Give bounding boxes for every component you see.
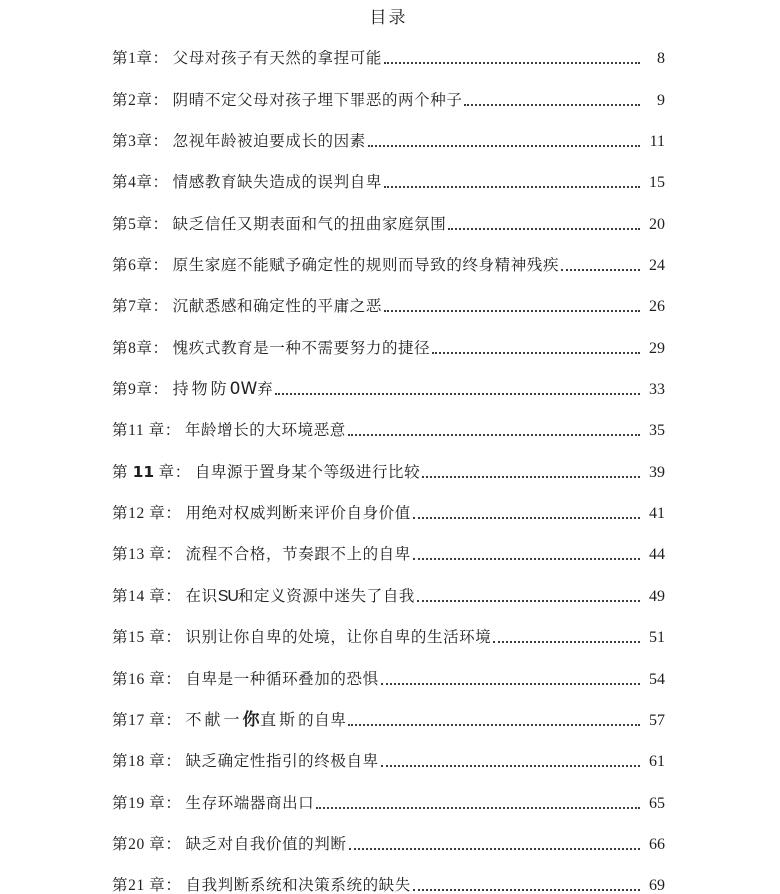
chapter-label (112, 794, 181, 813)
page-number: 54 (649, 670, 665, 688)
toc-entry[interactable] (112, 192, 665, 233)
chapter-label (112, 132, 169, 151)
chapter-label (112, 752, 181, 771)
page-number: 39 (649, 463, 665, 481)
toc-entry[interactable] (112, 440, 665, 481)
chapter-title (195, 463, 420, 482)
toc-entry[interactable] (112, 564, 665, 605)
text-segment: 沉献悉感和确定性的平庸之恶 (172, 298, 382, 316)
table-of-contents (112, 27, 665, 894)
page-title: 目录 (369, 8, 408, 27)
text-segment: 你 (242, 709, 261, 729)
text-segment: 第4章： (112, 174, 169, 192)
text-segment: 用绝对权威判断来评价自身价值 (185, 505, 411, 523)
text-segment: 缺乏确定性指引的终极自卑 (185, 753, 379, 771)
text-segment: 第18 章： (112, 753, 182, 771)
chapter-title (185, 587, 415, 606)
dot-leader (413, 558, 640, 560)
chapter-label (112, 91, 169, 110)
page-number: 26 (649, 298, 665, 316)
chapter-label (112, 173, 169, 192)
page-number: 20 (649, 215, 665, 233)
dot-leader (381, 765, 640, 767)
chapter-title (173, 339, 431, 358)
toc-entry[interactable] (112, 730, 665, 771)
dot-leader (349, 848, 641, 850)
text-segment: 自卑源于置身某个等级进行比较 (194, 463, 421, 481)
chapter-title (173, 173, 382, 192)
page-number: 9 (657, 91, 665, 109)
text-segment: 直斯 (260, 711, 299, 729)
dot-leader (493, 641, 640, 643)
page-number: 41 (649, 505, 665, 523)
text-segment: 情感教育缺失造成的误判自卑 (172, 174, 382, 192)
dot-leader (413, 517, 640, 519)
page-number: 51 (649, 629, 665, 647)
chapter-title (185, 545, 410, 564)
dot-leader (348, 434, 640, 436)
chapter-label (112, 545, 181, 564)
chapter-label (112, 380, 169, 399)
chapter-title (173, 297, 382, 316)
text-segment: 第11 章： (112, 422, 181, 440)
chapter-title (185, 876, 410, 894)
page-number: 24 (649, 257, 665, 275)
page-number: 66 (649, 835, 665, 853)
chapter-title (185, 835, 346, 854)
dot-leader (348, 724, 640, 726)
page-number: 61 (649, 753, 665, 771)
toc-entry[interactable] (112, 606, 665, 647)
page-number: 8 (657, 50, 665, 68)
toc-entry[interactable] (112, 482, 665, 523)
text-segment: 父母对孩子有天然的拿捏可能 (172, 50, 382, 68)
dot-leader (448, 228, 640, 230)
text-segment: 弃 (257, 381, 274, 399)
chapter-title (185, 710, 346, 730)
toc-entry[interactable] (112, 275, 665, 316)
chapter-label (112, 628, 181, 647)
chapter-title (185, 670, 378, 689)
text-segment: 识别让你自卑的处境，让你自卑的生活环境 (185, 629, 492, 647)
toc-entry[interactable] (112, 234, 665, 275)
chapter-label (112, 876, 181, 894)
text-segment: 忽视年龄被迫要成长的因素 (172, 133, 366, 151)
text-segment: 流程不合格，节奏跟不上的自卑 (185, 546, 411, 564)
page-number: 49 (649, 587, 665, 605)
text-segment: 第6章： (112, 257, 169, 275)
chapter-label (112, 215, 169, 234)
chapter-label (112, 670, 181, 689)
text-segment: 愧疚式教育是一种不需要努力的捷径 (172, 339, 431, 357)
page-number: 57 (649, 711, 665, 729)
text-segment: 的自卑 (298, 711, 347, 729)
toc-entry[interactable] (112, 523, 665, 564)
text-segment: 年龄增长的大环境恶意 (184, 422, 346, 440)
chapter-title (185, 421, 346, 440)
text-segment: 第2章： (112, 91, 169, 109)
chapter-label (112, 463, 191, 482)
text-segment: 第7章： (112, 298, 169, 316)
text-segment: 第12 章： (112, 505, 182, 523)
chapter-label (112, 504, 181, 523)
chapter-label (112, 49, 169, 68)
text-segment: 第17 章： (112, 711, 182, 729)
chapter-label (112, 297, 169, 316)
toc-entry[interactable] (112, 316, 665, 357)
dot-leader (422, 476, 640, 478)
chapter-title (173, 380, 274, 399)
toc-entry[interactable] (112, 399, 665, 440)
text-segment: 第9章： (112, 381, 169, 399)
chapter-title (173, 49, 382, 68)
text-segment: 第21 章： (112, 877, 182, 894)
toc-entry[interactable] (112, 771, 665, 812)
text-segment: 第16 章： (112, 670, 182, 688)
text-segment: 第19 章： (112, 794, 182, 812)
dot-leader (561, 269, 640, 271)
text-segment: 第14 章： (112, 587, 182, 605)
toc-entry[interactable] (112, 358, 665, 399)
dot-leader (316, 807, 640, 809)
page-number: 33 (649, 381, 665, 399)
chapter-title (173, 91, 463, 110)
text-segment: 0W (229, 379, 258, 400)
text-segment: 第15 章： (112, 629, 182, 647)
toc-entry[interactable] (112, 110, 665, 151)
toc-entry[interactable] (112, 27, 665, 68)
text-segment: 不献一 (185, 711, 243, 729)
dot-leader (432, 352, 640, 354)
toc-entry[interactable] (112, 68, 665, 109)
dot-leader (381, 683, 640, 685)
text-segment: 第5章： (112, 215, 169, 233)
text-segment: 缺乏对自我价值的判断 (185, 835, 347, 853)
text-segment: 第 (112, 463, 133, 481)
chapter-title (173, 256, 559, 275)
chapter-title (185, 628, 491, 647)
text-segment: 章： (154, 463, 191, 481)
text-segment: 和定义资源中迷失了自我 (237, 587, 416, 605)
text-segment: 阴晴不定父母对孩子埋下罪恶的两个种子 (172, 91, 463, 109)
text-segment: 第20 章： (112, 835, 182, 853)
text-segment: 11 (132, 462, 155, 481)
page-number: 69 (649, 877, 665, 894)
page-number: 65 (649, 794, 665, 812)
toc-entry[interactable] (112, 151, 665, 192)
text-segment: 第13 章： (112, 546, 182, 564)
chapter-label (112, 587, 181, 606)
toc-entry[interactable] (112, 813, 665, 854)
dot-leader (384, 186, 640, 188)
text-segment: 在识 (185, 587, 218, 605)
dot-leader (413, 889, 640, 891)
text-segment: 原生家庭不能赋予确定性的规则而导致的终身精神残疾 (172, 257, 560, 275)
chapter-label (112, 421, 181, 440)
chapter-label (112, 256, 169, 275)
text-segment: SU (217, 587, 238, 605)
text-segment: 缺乏信任又期表面和气的扭曲家庭氛围 (172, 215, 447, 233)
page-number: 35 (649, 422, 665, 440)
text-segment: 第3章： (112, 133, 169, 151)
chapter-title (185, 752, 378, 771)
chapter-title (185, 794, 314, 813)
text-segment: 第8章： (112, 339, 169, 357)
dot-leader (384, 310, 640, 312)
text-segment: 第1章： (112, 50, 169, 68)
page-number: 29 (649, 339, 665, 357)
toc-entry[interactable] (112, 854, 665, 894)
dot-leader (275, 393, 640, 395)
chapter-title (173, 132, 366, 151)
chapter-label (112, 711, 181, 730)
page-number: 15 (649, 174, 665, 192)
text-segment: 生存环端器商出口 (185, 794, 315, 812)
chapter-label (112, 835, 181, 854)
text-segment: 自我判断系统和决策系统的缺失 (185, 877, 411, 894)
dot-leader (368, 145, 640, 147)
text-segment: 自卑是一种循环叠加的恐惧 (185, 670, 379, 688)
page-number: 44 (649, 546, 665, 564)
dot-leader (384, 62, 640, 64)
toc-entry[interactable] (112, 647, 665, 688)
dot-leader (464, 104, 640, 106)
toc-entry[interactable] (112, 689, 665, 730)
page-number: 11 (649, 133, 665, 151)
text-segment: 持物防 (172, 381, 230, 399)
chapter-label (112, 339, 169, 358)
dot-leader (417, 600, 640, 602)
chapter-title (185, 504, 410, 523)
chapter-title (173, 215, 447, 234)
